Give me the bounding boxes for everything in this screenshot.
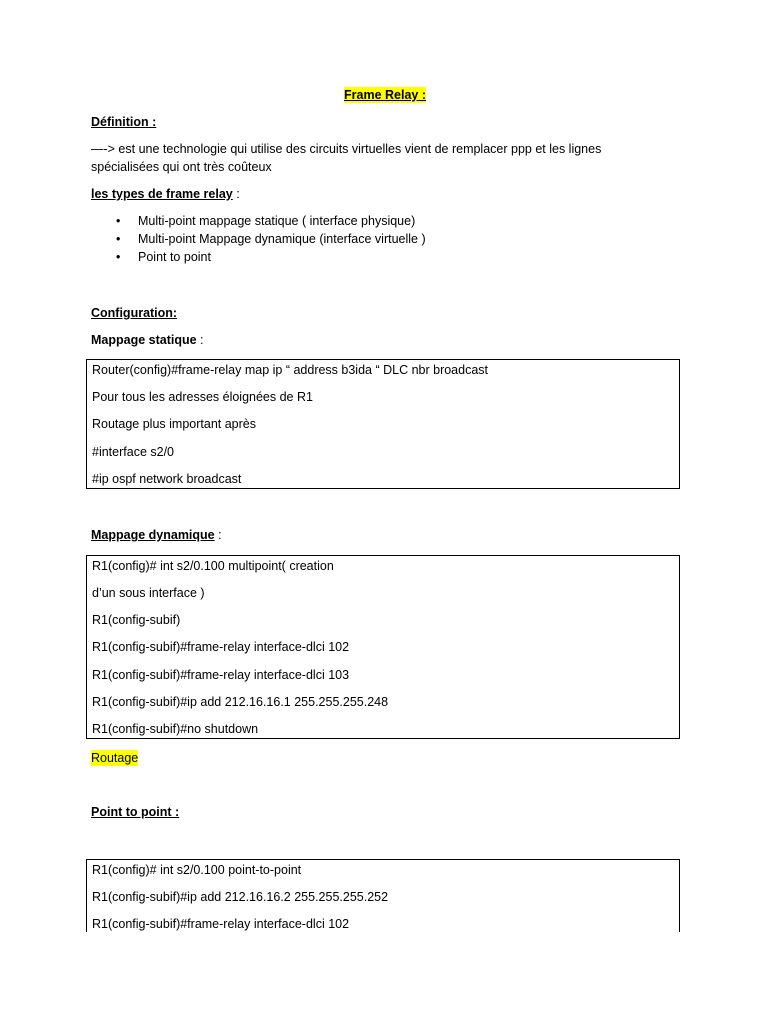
definition-text-line1: —-> est une technologie qui utilise des circuits virtuelles vient de remplacer ppp et les lignes: [91, 142, 602, 156]
routage-note: Routage: [91, 751, 139, 765]
mappage-statique-box: [86, 359, 680, 489]
mappage-statique-heading-row: [91, 332, 204, 348]
config-line: Router(config)#frame-relay map ip “ address b3ida “ DLC nbr broadcast: [92, 363, 489, 377]
mappage-statique-heading-suffix: :: [196, 333, 204, 347]
mappage-dynamique-heading-row: [91, 527, 222, 543]
types-list: [116, 213, 426, 267]
types-heading: les types de frame relay: [91, 187, 233, 201]
list-item: [116, 231, 426, 249]
point-to-point-box: [86, 859, 680, 932]
config-line: R1(config)# int s2/0.100 point-to-point: [92, 863, 302, 877]
definition-text-line2: spécialisées qui ont très coûteux: [91, 160, 272, 174]
config-line: R1(config-subif)#ip add 212.16.16.1 255.255.255.248: [92, 695, 389, 709]
config-line: R1(config-subif)#frame-relay interface-dlci 102: [92, 640, 350, 654]
config-line: #interface s2/0: [92, 445, 174, 459]
config-line: R1(config-subif)#ip add 212.16.16.2 255.255.255.252: [92, 890, 389, 904]
config-line: R1(config-subif)#frame-relay interface-dlci 103: [92, 668, 350, 682]
mappage-dynamique-heading: Mappage dynamique: [91, 528, 215, 542]
list-item-text: Multi-point Mappage dynamique (interface virtuelle ): [138, 232, 426, 246]
config-line: R1(config-subif): [92, 613, 181, 627]
bullet-icon: •: [116, 214, 121, 228]
bullet-icon: •: [116, 232, 121, 246]
config-line: d’un sous interface ): [92, 586, 205, 600]
definition-heading: Définition :: [91, 115, 157, 129]
config-line: R1(config-subif)#no shutdown: [92, 722, 259, 736]
mappage-statique-heading: Mappage statique: [91, 333, 197, 347]
list-item: [116, 213, 426, 231]
config-line: Routage plus important après: [92, 417, 256, 431]
list-item: [116, 249, 426, 267]
config-line: #ip ospf network broadcast: [92, 472, 242, 486]
list-item-text: Point to point: [138, 250, 211, 264]
mappage-dynamique-heading-suffix: :: [214, 528, 222, 542]
types-heading-suffix: :: [232, 187, 240, 201]
types-heading-row: [91, 186, 240, 202]
bullet-icon: •: [116, 250, 121, 264]
page-title: Frame Relay :: [344, 88, 426, 102]
configuration-heading: Configuration:: [91, 306, 178, 320]
config-line: R1(config-subif)#frame-relay interface-dlci 102: [92, 917, 350, 931]
config-line: R1(config)# int s2/0.100 multipoint( creation: [92, 559, 334, 573]
point-to-point-heading: Point to point :: [91, 805, 180, 819]
mappage-dynamique-box: [86, 555, 680, 739]
config-line: Pour tous les adresses éloignées de R1: [92, 390, 313, 404]
list-item-text: Multi-point mappage statique ( interface physique): [138, 214, 416, 228]
